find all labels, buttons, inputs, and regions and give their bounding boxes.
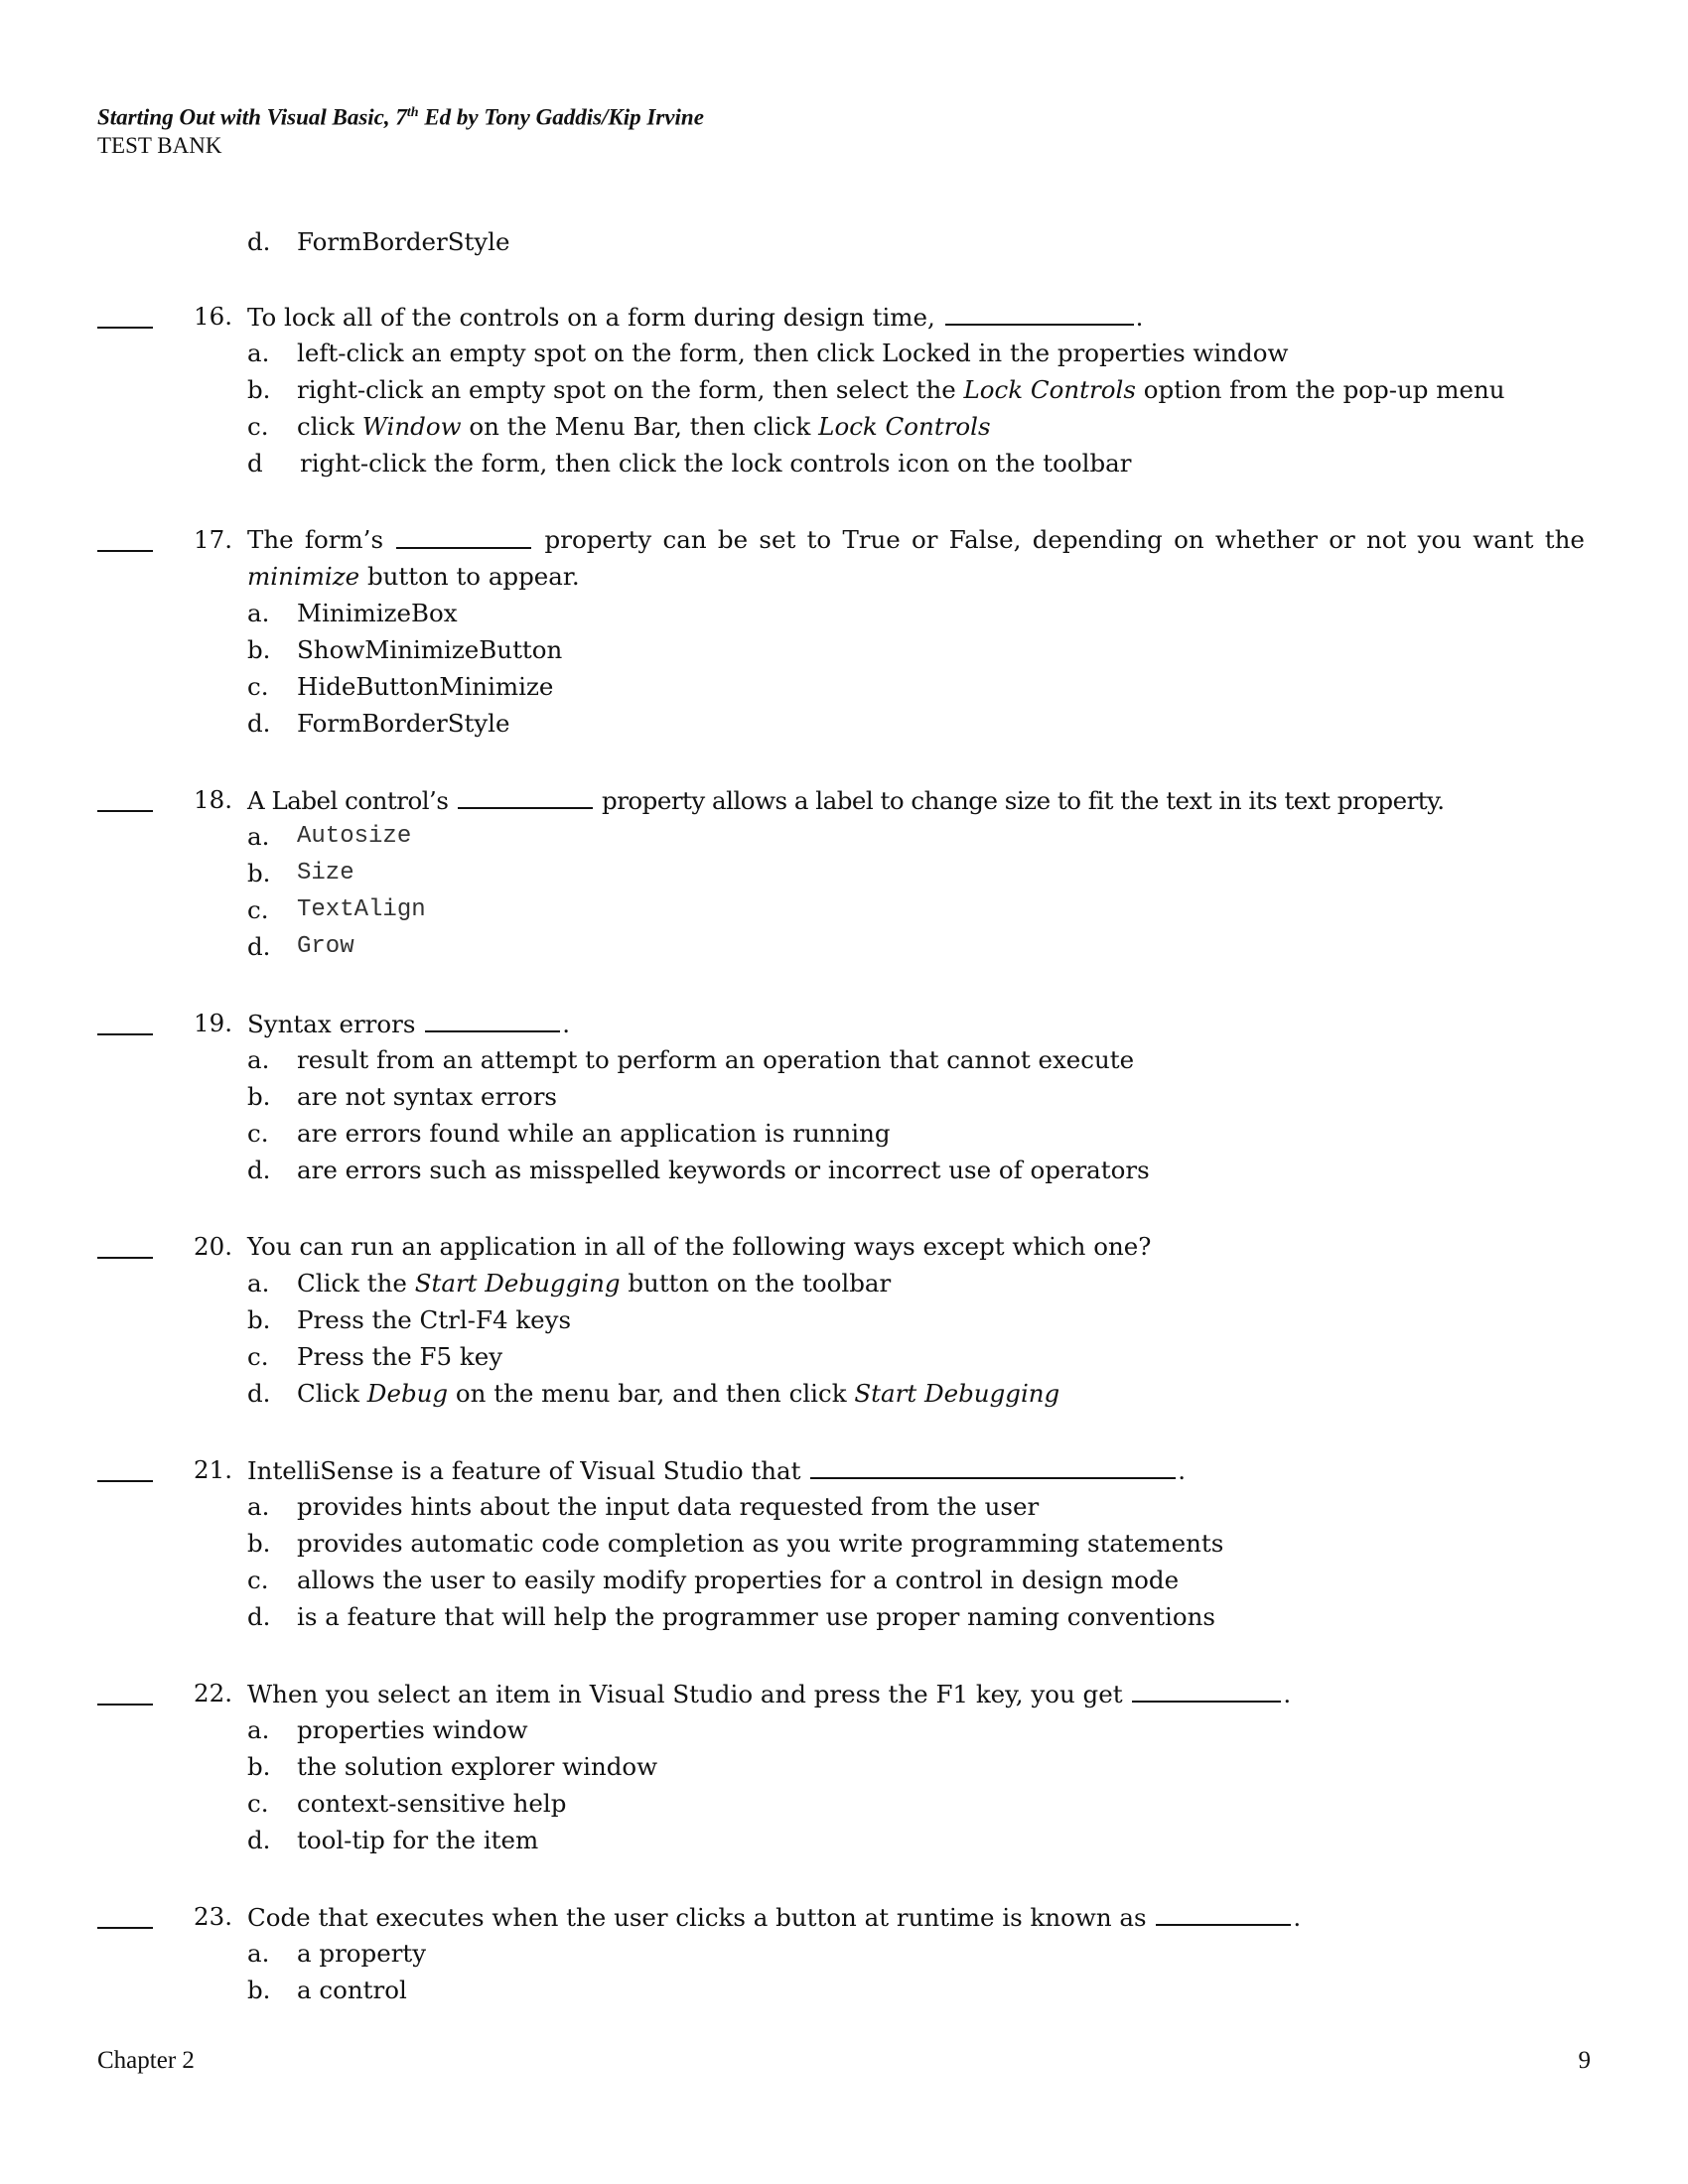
option-c: c. context-sensitive help: [247, 1789, 567, 1818]
answer-blank[interactable]: [97, 1480, 153, 1482]
option-c: c. HideButtonMinimize: [247, 672, 554, 701]
fill-in-blank: [945, 298, 1134, 326]
option-d: d right-click the form, then click the lock controls icon on the toolbar: [247, 449, 1132, 478]
option-b: b. are not syntax errors: [247, 1082, 557, 1111]
option-b: b. right-click an empty spot on the form, then select the Lock Controls option from the pop-up menu: [247, 375, 1505, 404]
option-a: a. MinimizeBox: [247, 599, 458, 627]
option-a: a. left-click an empty spot on the form, then click Locked in the properties window: [247, 339, 1289, 367]
question-stem: To lock all of the controls on a form during design time, .: [247, 298, 1143, 336]
answer-blank[interactable]: [97, 1033, 153, 1035]
question-23: 23. Code that executes when the user clicks a button at runtime is known as .: [0, 1898, 1688, 1935]
fill-in-blank: [1156, 1898, 1291, 1926]
fill-in-blank: [396, 521, 531, 549]
book-title: Starting Out with Visual Basic, 7th Ed by Tony Gaddis/Kip Irvine: [97, 104, 704, 130]
option-d: d. is a feature that will help the programmer use proper naming conventions: [247, 1602, 1215, 1631]
question-stem: IntelliSense is a feature of Visual Studio that .: [247, 1451, 1186, 1489]
option-b: b. the solution explorer window: [247, 1752, 658, 1781]
option-d: d. FormBorderStyle: [247, 709, 510, 738]
carryover-option: d. FormBorderStyle: [247, 227, 510, 256]
option-a: a. properties window: [247, 1715, 528, 1744]
question-20: 20. You can run an application in all of the following ways except which one?: [0, 1228, 1688, 1265]
option-b: b. Press the Ctrl-F4 keys: [247, 1305, 572, 1334]
page-header: [97, 99, 704, 160]
fill-in-blank: [458, 781, 593, 809]
option-b: b. Size: [247, 859, 354, 887]
answer-blank[interactable]: [97, 1704, 153, 1706]
option-d: d. are errors such as misspelled keywords or incorrect use of operators: [247, 1156, 1150, 1184]
question-21: 21. IntelliSense is a feature of Visual Studio that .: [0, 1451, 1688, 1488]
option-c: c. click Window on the Menu Bar, then click Lock Controls: [247, 412, 991, 441]
option-d: d. Click Debug on the menu bar, and then click Start Debugging: [247, 1379, 1060, 1408]
option-a: a. Autosize: [247, 822, 412, 851]
test-bank-label: TEST BANK: [97, 132, 222, 158]
question-stem: When you select an item in Visual Studio and press the F1 key, you get .: [247, 1675, 1291, 1712]
answer-blank[interactable]: [97, 1257, 153, 1259]
option-d: d. Grow: [247, 932, 354, 961]
option-a: a. result from an attempt to perform an operation that cannot execute: [247, 1045, 1135, 1074]
question-17-continued: minimize button to appear.: [247, 562, 580, 591]
option-d: d. tool-tip for the item: [247, 1826, 539, 1854]
answer-blank[interactable]: [97, 1927, 153, 1929]
option-c: c. TextAlign: [247, 895, 426, 924]
question-stem: Code that executes when the user clicks a button at runtime is known as .: [247, 1898, 1301, 1936]
answer-blank[interactable]: [97, 327, 153, 329]
option-a: a. Click the Start Debugging button on the toolbar: [247, 1269, 892, 1297]
option-b: b. a control: [247, 1976, 407, 2004]
question-22: 22. When you select an item in Visual Studio and press the F1 key, you get .: [0, 1675, 1688, 1711]
option-b: b. provides automatic code completion as you write programming statements: [247, 1529, 1224, 1558]
fill-in-blank: [810, 1451, 1176, 1479]
answer-blank[interactable]: [97, 810, 153, 812]
answer-blank[interactable]: [97, 550, 153, 552]
question-18: 18. A Label control’s property allows a label to change size to fit the text in its text property.: [0, 781, 1688, 818]
question-stem: Syntax errors .: [247, 1005, 570, 1042]
question-stem: A Label control’s property allows a label to change size to fit the text in its text property.: [247, 781, 1445, 819]
fill-in-blank: [425, 1005, 560, 1032]
option-b: b. ShowMinimizeButton: [247, 635, 563, 664]
option-c: c. Press the F5 key: [247, 1342, 503, 1371]
question-stem: You can run an application in all of the following ways except which one?: [247, 1232, 1152, 1261]
question-16: 16. To lock all of the controls on a form during design time, .: [0, 298, 1688, 335]
fill-in-blank: [1132, 1675, 1281, 1703]
page-number: 9: [1578, 2047, 1591, 2074]
option-a: a. a property: [247, 1939, 427, 1968]
option-c: c. are errors found while an application is running: [247, 1119, 891, 1148]
question-17: 17. The form’s property can be set to True or False, depending on whether or not you want the: [0, 521, 1688, 558]
question-stem: The form’s property can be set to True or False, depending on whether or not you want the: [247, 521, 1585, 558]
option-a: a. provides hints about the input data requested from the user: [247, 1492, 1040, 1521]
question-19: 19. Syntax errors .: [0, 1005, 1688, 1041]
footer-chapter: Chapter 2: [97, 2047, 195, 2074]
option-c: c. allows the user to easily modify properties for a control in design mode: [247, 1566, 1180, 1594]
